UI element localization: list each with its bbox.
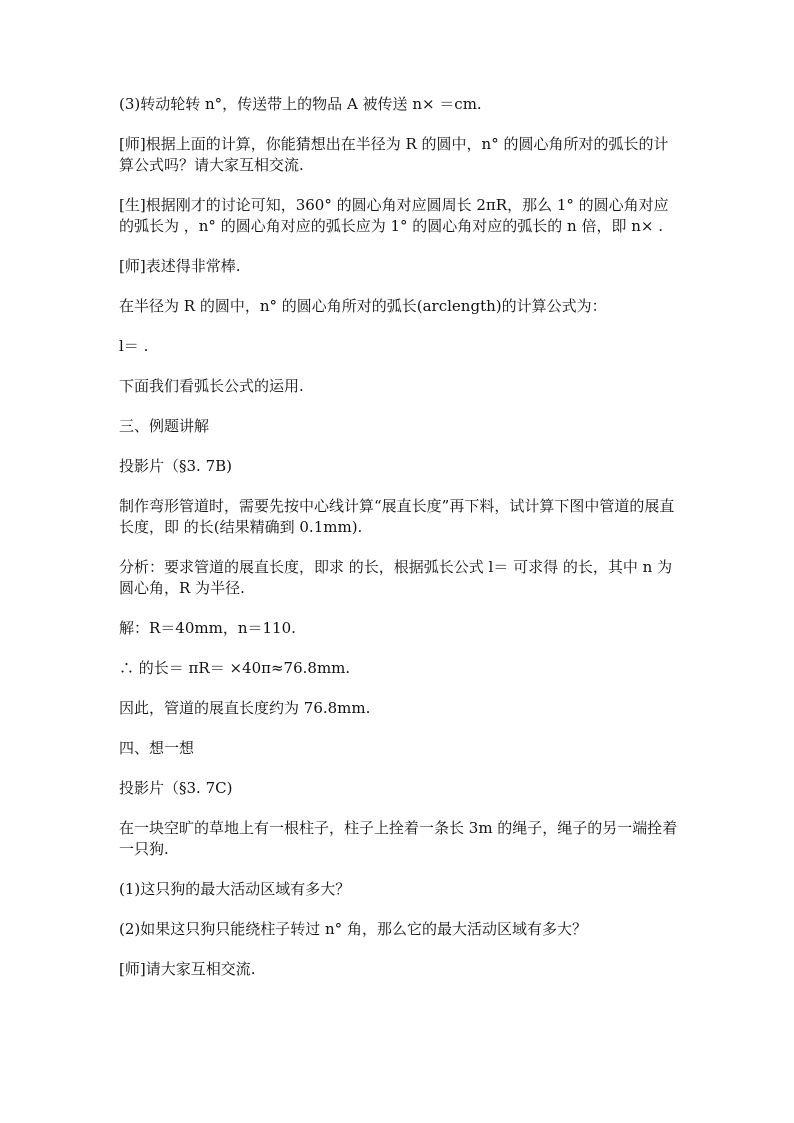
paragraph-teacher-question: [师]根据上面的计算，你能猜想出在半径为 R 的圆中，n° 的圆心角所对的弧长的计算公式吗？请大家互相交流. — [119, 135, 669, 174]
paragraph-arc-length-formula: l＝ . — [119, 337, 149, 355]
paragraph-pipe-problem: 制作弯形管道时，需要先按中心线计算“展直长度”再下料，试计算下图中管道的展直长度，即 的长(结果精确到 0.1mm). — [119, 497, 675, 536]
section-heading-think: 四、想一想 — [119, 739, 195, 757]
paragraph-student-answer: [生]根据刚才的讨论可知，360° 的圆心角对应圆周长 2πR，那么 1° 的圆心角对应的弧长为 ，n° 的圆心角对应的弧长应为 1° 的圆心角对应的弧长的 n 倍，即 n× . — [119, 196, 669, 235]
paragraph-solution-conclusion: 因此，管道的展直长度约为 76.8mm. — [119, 699, 371, 717]
paragraph-application-intro: 下面我们看弧长公式的运用. — [119, 377, 304, 395]
paragraph-teacher-praise: [师]表述得非常棒. — [119, 257, 241, 275]
paragraph-transport-distance: (3)转动轮转 n°，传送带上的物品 A 被传送 n× ＝cm. — [119, 95, 482, 113]
paragraph-dog-problem: 在一块空旷的草地上有一根柱子，柱子上拴着一条长 3m 的绳子，绳子的另一端拴着一只狗. — [119, 819, 678, 858]
paragraph-question-2: (2)如果这只狗只能绕柱子转过 n° 角，那么它的最大活动区域有多大？ — [119, 920, 587, 938]
paragraph-question-1: (1)这只狗的最大活动区域有多大？ — [119, 880, 351, 898]
paragraph-analysis: 分析：要求管道的展直长度，即求 的长，根据弧长公式 l＝ 可求得 的长，其中 n 为圆心角，R 为半径. — [119, 558, 673, 597]
paragraph-solution-calc: ∴ 的长＝ πR＝ ×40π≈76.8mm. — [119, 659, 351, 677]
paragraph-solution-given: 解：R＝40mm，n＝110. — [119, 619, 296, 637]
paragraph-slide-7c: 投影片（§3. 7C) — [119, 779, 233, 797]
document-body — [119, 94, 679, 999]
paragraph-formula-intro: 在半径为 R 的圆中，n° 的圆心角所对的弧长(arclength)的计算公式为： — [119, 297, 607, 315]
paragraph-teacher-discussion: [师]请大家互相交流. — [119, 960, 256, 978]
section-heading-examples: 三、例题讲解 — [119, 417, 210, 435]
paragraph-slide-7b: 投影片（§3. 7B) — [119, 457, 232, 475]
